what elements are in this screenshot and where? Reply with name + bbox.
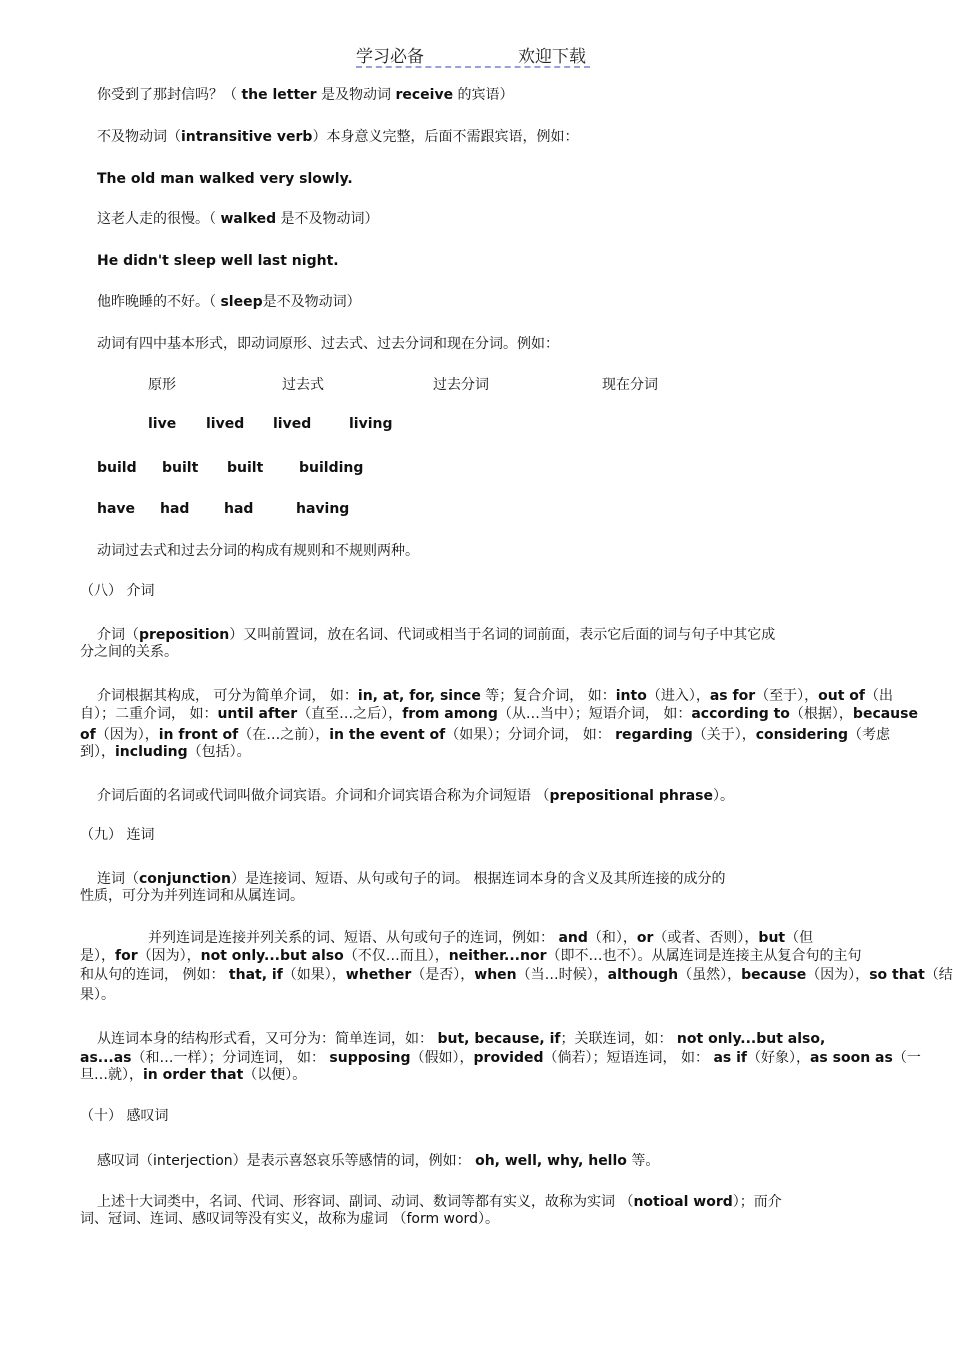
text-segment: （十） 感叹词: [80, 1108, 169, 1124]
text-segment: 的宾语）: [453, 87, 514, 103]
text-segment: （包括）。: [187, 744, 251, 760]
text-segment: ）；而介: [732, 1194, 782, 1210]
table-cell: living: [349, 416, 393, 432]
text-segment: （和），: [587, 930, 637, 946]
bold-term: for: [115, 948, 138, 964]
text-line: [80, 986, 115, 1004]
text-segment: 等；复合介词， 如：: [480, 688, 616, 704]
table-cell: built: [227, 460, 264, 476]
bold-term: until after: [217, 706, 298, 722]
bold-term: in order that: [143, 1067, 244, 1083]
text-segment: 是及物动词: [316, 87, 396, 103]
bold-term: of: [80, 727, 96, 743]
bold-term: supposing: [329, 1050, 411, 1066]
bold-term: in the event of: [329, 727, 446, 743]
text-segment: （一: [892, 1050, 921, 1066]
bold-term: when: [474, 967, 517, 983]
text-segment: ）。: [713, 788, 735, 804]
text-segment: 感叹词（interjection）是表示喜怒哀乐等感情的词，例如：: [97, 1153, 476, 1169]
table-cell: had: [160, 501, 190, 517]
text-segment: （关于），: [692, 727, 756, 743]
text-segment: （假如），: [410, 1050, 474, 1066]
text-segment: （如果），: [282, 967, 346, 983]
bold-term: or: [636, 930, 654, 946]
text-line: [80, 582, 154, 600]
text-segment: 到），: [80, 744, 115, 760]
table-cell: live: [148, 416, 177, 432]
text-segment: 并列连词是连接并列关系的词、短语、从句或句子的连词，例如：: [148, 930, 559, 946]
text-segment: 词、冠词、连词、感叹词等没有实义，故称为虚词 （form word）。: [80, 1211, 499, 1227]
text-segment: （进入），: [646, 688, 710, 704]
table-cell: built: [162, 460, 199, 476]
text-segment: 性质，可分为并列连词和从属连词。: [80, 888, 304, 904]
bold-term: preposition: [139, 627, 230, 643]
text-segment: 果）。: [80, 987, 115, 1003]
text-segment: 是不及物动词）: [276, 211, 379, 227]
text-line: [97, 86, 514, 104]
bold-term: sleep: [220, 294, 263, 310]
text-segment: （以便）。: [243, 1067, 307, 1083]
text-line: [97, 293, 361, 311]
text-segment: 不及物动词（: [97, 129, 181, 145]
text-segment: 等。: [626, 1153, 660, 1169]
table-cell: had: [224, 501, 254, 517]
text-segment: 从连词本身的结构形式看，又可分为：简单连词，如：: [97, 1031, 438, 1047]
text-segment: （因为），: [137, 948, 201, 964]
bold-term: regarding: [615, 727, 693, 743]
text-segment: 自）；二重介词， 如：: [80, 706, 218, 722]
bold-term: but, because, if: [437, 1031, 561, 1047]
table-header: 过去式: [282, 377, 324, 393]
bold-term: neither...nor: [448, 948, 547, 964]
text-line: [80, 1049, 921, 1067]
text-segment: （如果）；分词介词， 如：: [445, 727, 616, 743]
bold-term: whether: [345, 967, 412, 983]
text-line: [80, 643, 178, 661]
text-line: [80, 966, 953, 984]
text-segment: （当…时候），: [516, 967, 608, 983]
bold-term: The old man walked very slowly.: [97, 171, 353, 187]
bold-term: as...as: [80, 1050, 132, 1066]
header-left-text: 学习必备: [356, 47, 424, 67]
text-line: [80, 705, 918, 723]
bold-term: walked: [220, 211, 277, 227]
bold-term: receive: [395, 87, 454, 103]
text-line: [80, 726, 890, 744]
text-segment: 连词（: [97, 871, 139, 887]
text-segment: （考虑: [847, 727, 890, 743]
text-line: [80, 826, 154, 844]
text-segment: 介词后面的名词或代词叫做介词宾语。介词和介词宾语合称为介词短语 （: [97, 788, 550, 804]
table-header: 原形: [148, 377, 176, 393]
text-segment: 动词过去式和过去分词的构成有规则和不规则两种。: [97, 543, 419, 559]
table-header: 过去分词: [433, 377, 489, 393]
text-segment: （但: [785, 930, 814, 946]
text-line: [80, 743, 251, 761]
bold-term: intransitive verb: [181, 129, 313, 145]
text-segment: 介词（: [97, 627, 139, 643]
bold-term: notioal word: [633, 1194, 733, 1210]
text-segment: 他昨晚睡的不好。（: [97, 294, 221, 310]
text-line: [97, 335, 559, 353]
text-line: [80, 887, 304, 905]
table-cell: having: [296, 501, 350, 517]
table-cell: building: [299, 460, 364, 476]
text-segment: （虽然），: [678, 967, 742, 983]
text-line: [97, 1030, 825, 1048]
bold-term: from among: [402, 706, 498, 722]
text-segment: （结: [924, 967, 953, 983]
text-segment: ）本身意义完整，后面不需跟宾语，例如：: [312, 129, 579, 145]
text-segment: （是否），: [411, 967, 475, 983]
text-segment: （从…当中）；短语介词， 如：: [497, 706, 692, 722]
text-segment: （因为），: [95, 727, 159, 743]
bold-term: provided: [473, 1050, 544, 1066]
bold-term: not only...but also: [200, 948, 344, 964]
text-segment: 和从句的连词， 例如：: [80, 967, 229, 983]
table-cell: build: [97, 460, 137, 476]
table-cell: have: [97, 501, 136, 517]
text-line: [97, 210, 379, 228]
bold-term: oh, well, why, hello: [475, 1153, 627, 1169]
text-segment: （因为），: [806, 967, 870, 983]
text-segment: 你受到了那封信吗？（: [97, 87, 242, 103]
bold-term: not only...but also,: [676, 1031, 826, 1047]
bold-term: the letter: [241, 87, 317, 103]
bold-term: and: [558, 930, 588, 946]
text-line: [97, 626, 775, 644]
text-line: [97, 1152, 659, 1170]
text-line: [80, 1210, 499, 1228]
text-segment: （直至…之后），: [297, 706, 403, 722]
text-segment: （倘若）；短语连词， 如：: [543, 1050, 714, 1066]
text-line: [97, 687, 893, 705]
bold-term: because: [852, 706, 918, 722]
text-segment: （好象），: [746, 1050, 810, 1066]
bold-term: in front of: [158, 727, 239, 743]
text-segment: （即不…也不）。从属连词是连接主从复合句的主句: [546, 948, 862, 964]
header-right-text: 欢迎下载: [518, 47, 586, 67]
table-header: 现在分词: [602, 377, 658, 393]
text-line: [97, 128, 578, 146]
bold-term: as if: [713, 1050, 747, 1066]
text-segment: （或者、否则），: [653, 930, 759, 946]
text-line: [80, 1107, 168, 1125]
bold-term: He didn't sleep well last night.: [97, 253, 339, 269]
bold-term: into: [615, 688, 647, 704]
bold-term: prepositional phrase: [549, 788, 714, 804]
text-segment: 旦…就），: [80, 1067, 143, 1083]
text-line: [97, 170, 353, 188]
table-cell: lived: [206, 416, 245, 432]
text-segment: 介词根据其构成， 可分为简单介词， 如：: [97, 688, 358, 704]
text-line: [80, 1066, 306, 1084]
text-segment: 上述十大词类中，名词、代词、形容词、副词、动词、数词等都有实义，故称为实词 （: [97, 1194, 634, 1210]
text-line: [97, 542, 419, 560]
text-segment: （不仅…而且），: [343, 948, 449, 964]
text-line: [80, 947, 862, 965]
bold-term: considering: [755, 727, 848, 743]
text-segment: 动词有四中基本形式，即动词原形、过去式、过去分词和现在分词。例如：: [97, 336, 559, 352]
text-line: [148, 929, 813, 947]
bold-term: that, if: [228, 967, 283, 983]
bold-term: conjunction: [139, 871, 231, 887]
bold-term: out of: [818, 688, 865, 704]
bold-term: because: [741, 967, 807, 983]
text-segment: （八） 介词: [80, 583, 155, 599]
bold-term: according to: [691, 706, 790, 722]
bold-term: in, at, for, since: [357, 688, 481, 704]
text-segment: （九） 连词: [80, 827, 155, 843]
bold-term: although: [607, 967, 679, 983]
page-header: [356, 40, 590, 68]
text-segment: ）又叫前置词，放在名词、代词或相当于名词的词前面，表示它后面的词与句子中其它成: [229, 627, 776, 643]
text-segment: （根据），: [789, 706, 853, 722]
text-segment: （在…之前），: [238, 727, 330, 743]
bold-term: but: [758, 930, 786, 946]
bold-term: including: [115, 744, 188, 760]
text-segment: 这老人走的很慢。（: [97, 211, 221, 227]
bold-term: as soon as: [809, 1050, 893, 1066]
text-segment: ）是连接词、短语、从句或句子的词。 根据连词本身的含义及其所连接的成分的: [231, 871, 726, 887]
text-line: [97, 252, 339, 270]
table-cell: lived: [273, 416, 312, 432]
text-line: [97, 787, 734, 805]
text-segment: （和…一样）；分词连词， 如：: [131, 1050, 330, 1066]
text-segment: （出: [864, 688, 893, 704]
text-segment: 分之间的关系。: [80, 644, 178, 660]
text-line: [97, 870, 725, 888]
text-segment: ；关联连词，如：: [560, 1031, 677, 1047]
text-segment: （至于），: [755, 688, 819, 704]
text-segment: 是），: [80, 948, 115, 964]
bold-term: as for: [709, 688, 756, 704]
text-segment: 是不及物动词）: [262, 294, 361, 310]
bold-term: so that: [869, 967, 925, 983]
text-line: [97, 1193, 782, 1211]
